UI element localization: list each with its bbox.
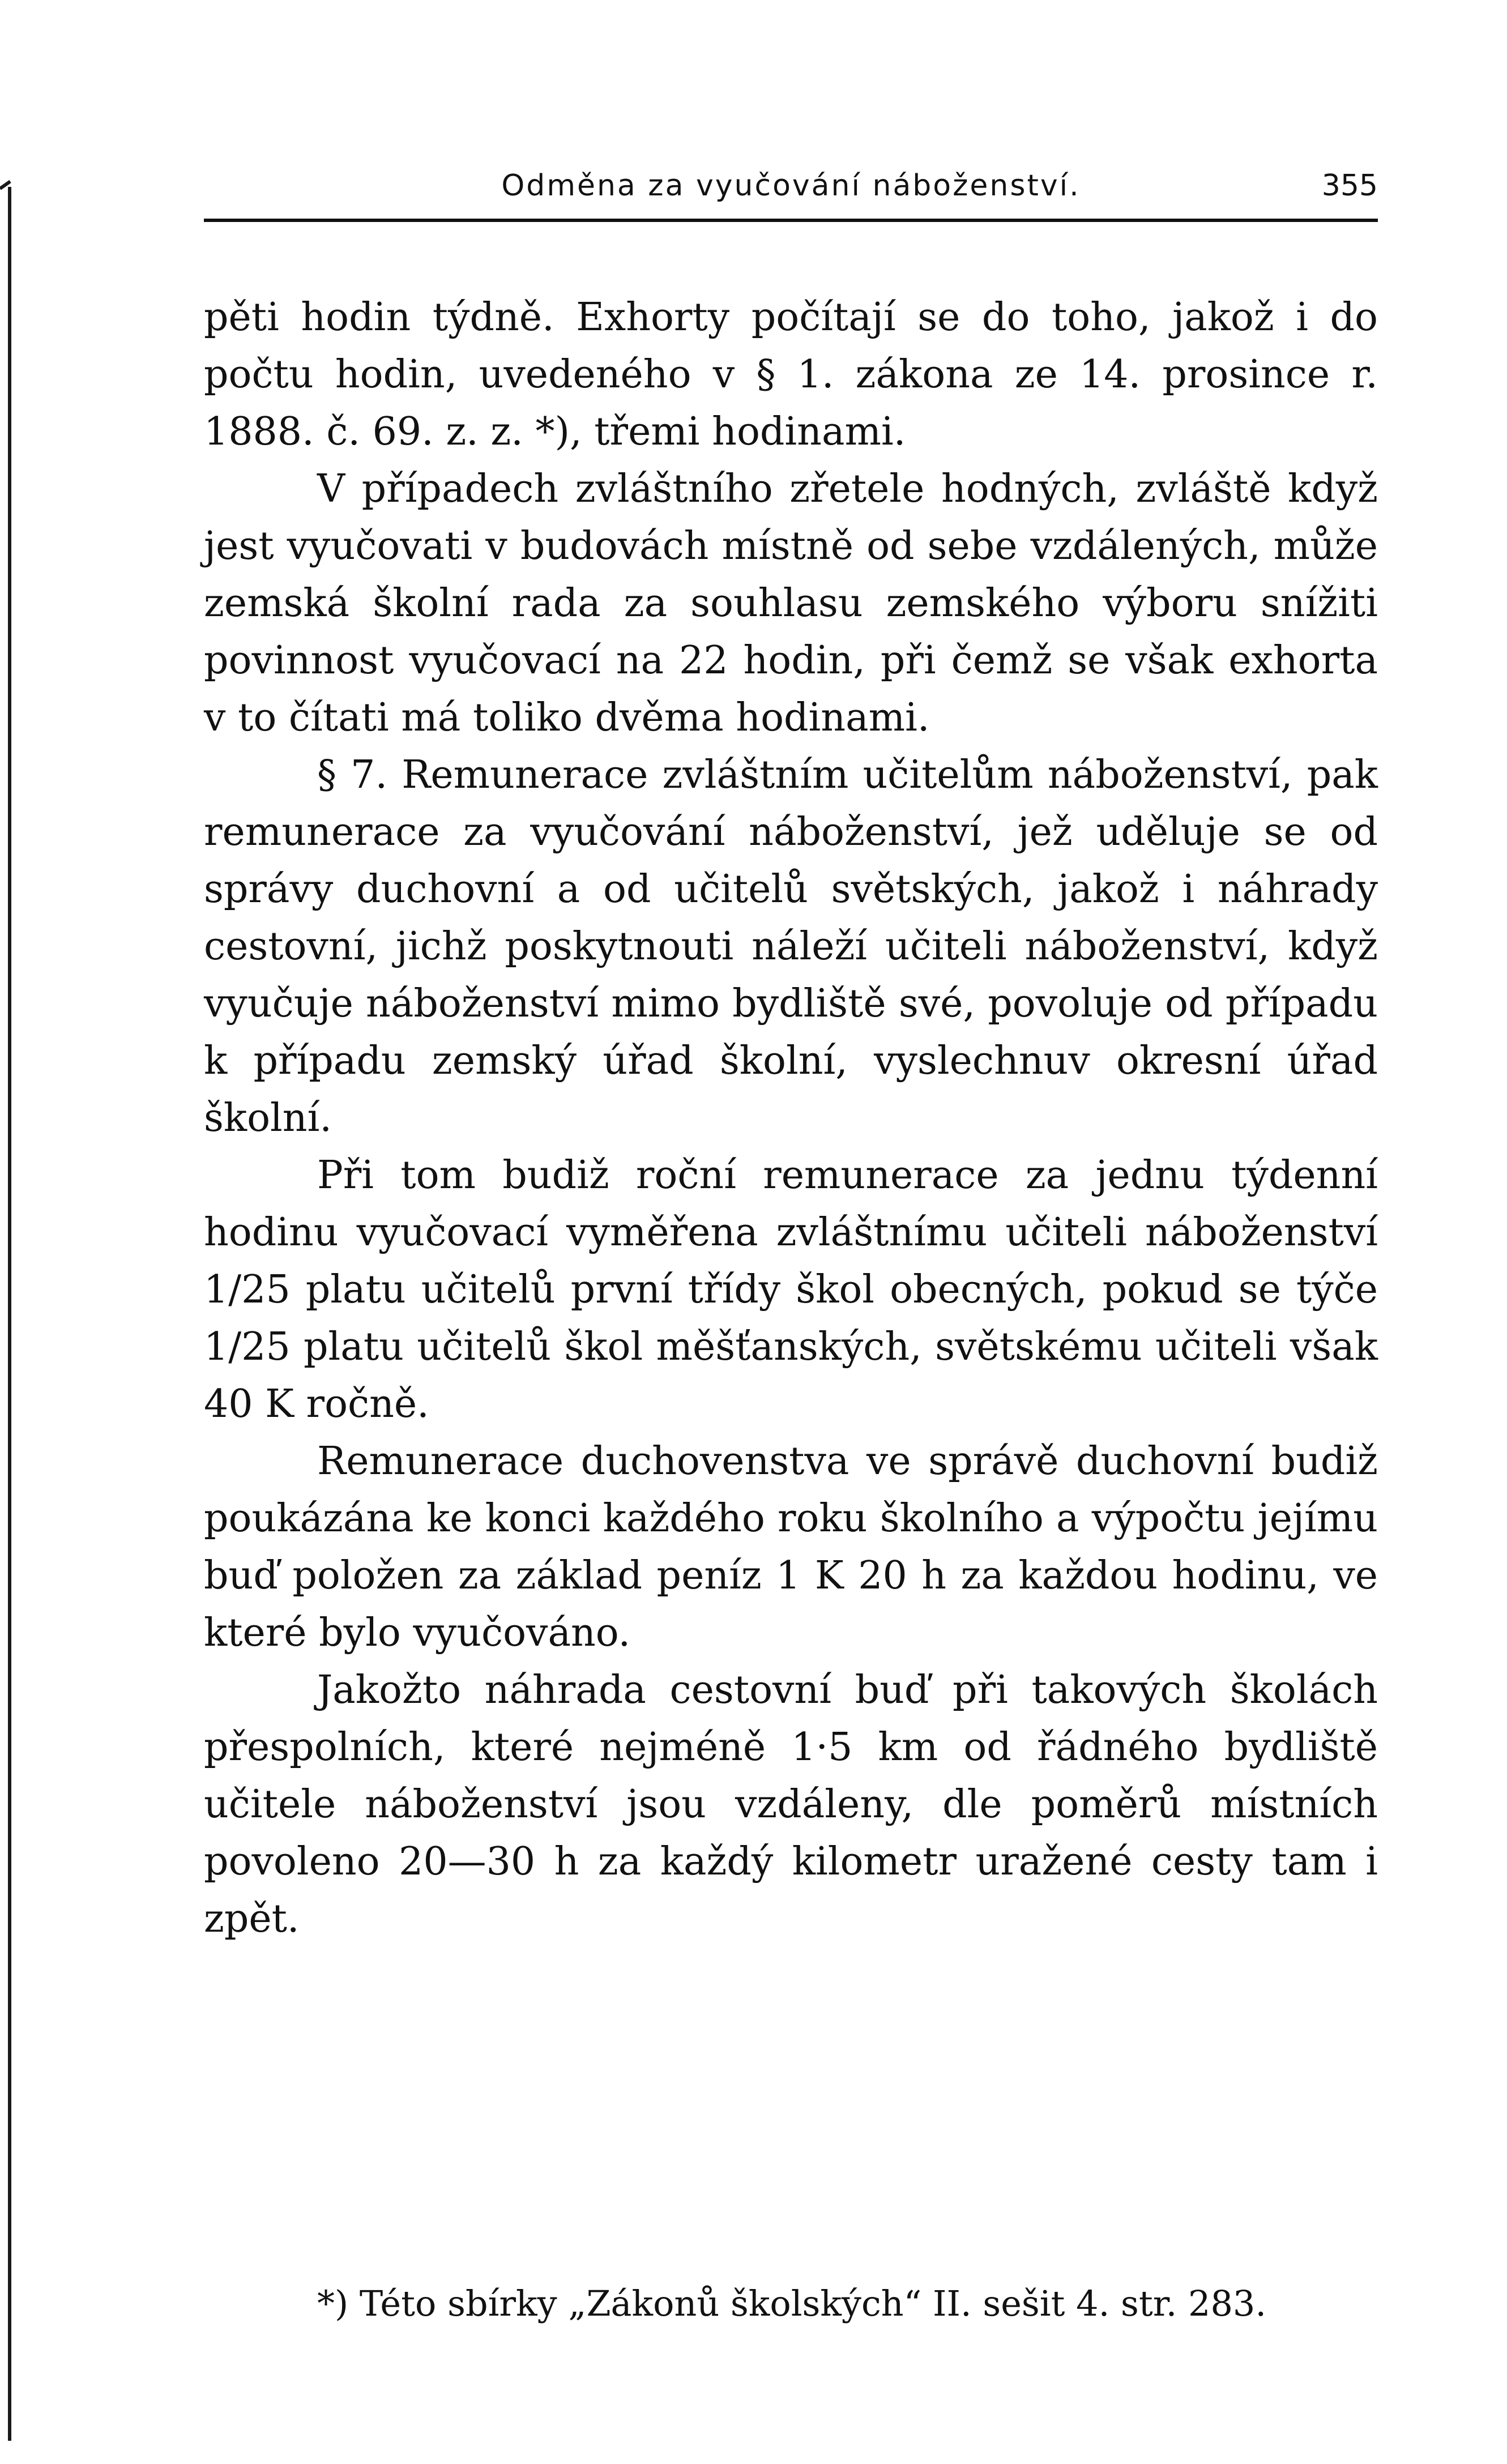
paragraph-6: Jakožto náhrada cestovní buď při takových školách přespolních, které nejméně 1·5 km od řádného bydliště učitele náboženství jsou vzdáleny, dle poměrů místních povoleno 20—30 h za každý kilometr uražené cesty tam i zpět. [204,1668,1378,1941]
page-number: 355 [1321,169,1378,203]
paragraph-3-section-7: § 7. Remunerace zvláštním učitelům náboženství, pak remunerace za vyučování náboženství, jež uděluje se od správy duchovní a od učitelů světských, jakož i náhrady cestovní, jichž poskytnouti náleží učiteli náboženství, když vyučuje náboženství mimo bydliště své, povoluje od případu k případu zemský úřad školní, vyslechnuv okresní úřad školní. [204,753,1378,1141]
paragraph-5: Remunerace duchovenstva ve správě duchovní budiž poukázána ke konci každého roku školního a výpočtu jejímu buď položen za základ peníz 1 K 20 h za každou hodinu, ve které bylo vyučováno. [204,1439,1378,1655]
running-header [204,152,1378,214]
paragraph-4: Při tom budiž roční remunerace za jednu týdenní hodinu vyučovací vyměřena zvláštnímu učiteli náboženství 1/25 platu učitelů první třídy škol obecných, pokud se týče 1/25 platu učitelů škol měšťanských, světskému učiteli však 40 K ročně. [204,1153,1378,1427]
scan-page-edge [8,187,11,2441]
paragraph-1: pěti hodin týdně. Exhorty počítají se do toho, jakož i do počtu hodin, uvedeného v § 1. zákona ze 14. prosince r. 1888. č. 69. z. z. *), třemi hodinami. [204,295,1378,454]
body-text [204,289,1378,1948]
footnote: *) Této sbírky „Zákonů školských“ II. sešit 4. str. 283. [317,2283,1267,2324]
header-rule [204,219,1378,222]
paragraph-2: V případech zvláštního zřetele hodných, zvláště když jest vyučovati v budovách místně od sebe vzdálených, může zemská školní rada za souhlasu zemského výboru snížiti povinnost vyučovací na 22 hodin, při čemž se však exhorta v to čítati má toliko dvěma hodinami. [204,467,1378,740]
running-title: Odměna za vyučování náboženství. [501,169,1081,203]
